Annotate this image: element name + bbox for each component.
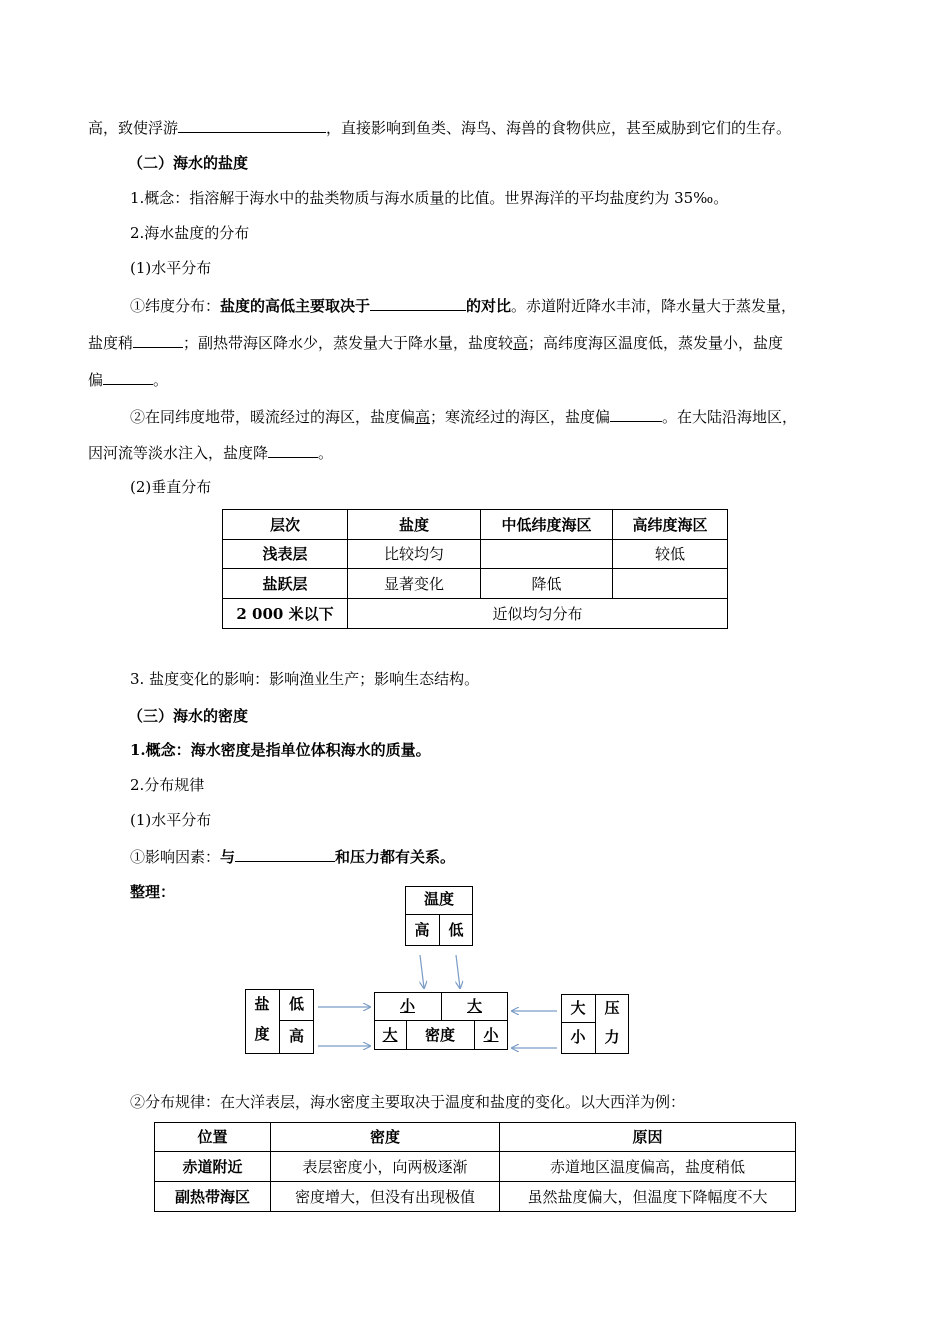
table-cell: 赤道地区温度偏高，盐度稍低	[500, 1152, 796, 1182]
density-label: 密度	[424, 1026, 455, 1044]
text-span: ；寒流经过的海区，盐度偏	[430, 408, 611, 426]
table-header: 位置	[155, 1123, 271, 1152]
table-cell: 近似均匀分布	[348, 599, 728, 629]
salinity-distribution: 2.海水盐度的分布	[130, 224, 250, 242]
text-span: 的对比	[466, 297, 512, 315]
temperature-high: 高	[414, 921, 430, 939]
pressure-label-1: 压	[604, 999, 620, 1017]
distribution-rule-atlantic: ②分布规律：在大洋表层，海水密度主要取决于温度和盐度的变化。以大西洋为例：	[130, 1093, 686, 1111]
vertical-distribution: (2)垂直分布	[130, 478, 212, 496]
distribution-rule: 2.分布规律	[130, 776, 205, 794]
table-cell: 较低	[613, 540, 728, 569]
density-concept: 1.概念：海水密度是指单位体积海水的质量。	[130, 741, 431, 759]
table-header: 密度	[271, 1123, 500, 1152]
text-span: 。赤道附近降水丰沛，降水量大于蒸发量，	[511, 297, 797, 315]
table-cell: 密度增大，但没有出现极值	[271, 1182, 500, 1212]
table-cell: 比较均匀	[348, 540, 481, 569]
temperature-low: 低	[448, 921, 464, 939]
text-span: 高	[415, 408, 431, 426]
text-span: 。	[153, 371, 169, 389]
arrow-down-low	[456, 955, 460, 988]
text-span: ，直接影响到鱼类、海鸟、海兽的食物供应，甚至威胁到它们的生存。	[326, 119, 792, 137]
temperature-title: 温度	[423, 890, 454, 908]
section-title-density: （三）海水的密度	[128, 707, 249, 725]
table-header-row	[155, 1123, 796, 1152]
text-span: 因河流等淡水注入，盐度降	[88, 444, 269, 462]
text-span: 盐度的高低主要取决于	[220, 297, 371, 315]
salinity-label-2: 度	[254, 1025, 270, 1043]
salinity-concept: 1.概念：指溶解于海水中的盐类物质与海水质量的比值。世界海洋的平均盐度约为 35‰。	[130, 189, 729, 207]
text-span: 盐度稍	[88, 334, 134, 352]
table-row	[155, 1152, 796, 1182]
text-span: 。	[318, 444, 334, 462]
text-span: 与	[220, 848, 236, 866]
table-cell: 盐跃层	[223, 569, 348, 599]
salinity-high: 高	[288, 1027, 304, 1045]
table-cell: 表层密度小，向两极逐渐	[271, 1152, 500, 1182]
text-span: ；副热带海区降水少，蒸发量大于降水量，盐度较	[183, 334, 514, 352]
table-cell: 赤道附近	[155, 1152, 271, 1182]
pressure-small: 小	[570, 1028, 586, 1046]
table-header: 层次	[223, 510, 348, 540]
summary-label: 整理：	[130, 883, 176, 901]
text-span: 高	[513, 334, 529, 352]
table-cell: 副热带海区	[155, 1182, 271, 1212]
table-cell: 2 000 米以下	[223, 599, 348, 629]
pressure-label-2: 力	[604, 1028, 620, 1046]
salinity-label-1: 盐	[254, 995, 270, 1013]
table-cell: 浅表层	[223, 540, 348, 569]
text-span: ①纬度分布：	[130, 297, 221, 315]
table-cell: 虽然盐度偏大，但温度下降幅度不大	[500, 1182, 796, 1212]
table-header: 盐度	[348, 510, 481, 540]
text-span: ；高纬度海区温度低，蒸发量小，盐度	[528, 334, 784, 352]
density-table	[154, 1122, 796, 1212]
table-header: 原因	[500, 1123, 796, 1152]
text-span: 。在大陆沿海地区，	[662, 408, 798, 426]
salinity-impact: 3. 盐度变化的影响：影响渔业生产；影响生态结构。	[130, 670, 480, 688]
density-big: 大	[466, 997, 482, 1015]
table-cell: 显著变化	[348, 569, 481, 599]
text-span: ②在同纬度地带，暖流经过的海区，盐度偏	[130, 408, 416, 426]
arrow-down-high	[420, 955, 424, 988]
density-small-2: 小	[483, 1026, 499, 1044]
text-span: ①影响因素：	[130, 848, 221, 866]
density-big-2: 大	[382, 1026, 398, 1044]
table-cell: 降低	[481, 569, 613, 599]
pressure-big: 大	[570, 999, 586, 1017]
horizontal-distribution: (1)水平分布	[130, 259, 212, 277]
table-row	[155, 1182, 796, 1212]
text-span: 偏	[88, 371, 104, 389]
section-title-salinity: （二）海水的盐度	[128, 154, 249, 172]
text-span: 高，致使浮游	[88, 119, 179, 137]
table-header: 高纬度海区	[613, 510, 728, 540]
salinity-low: 低	[288, 995, 304, 1013]
table-header: 中低纬度海区	[481, 510, 613, 540]
text-span: 和压力都有关系。	[335, 848, 456, 866]
horizontal-distribution-2: (1)水平分布	[130, 811, 212, 829]
density-small: 小	[399, 997, 415, 1015]
